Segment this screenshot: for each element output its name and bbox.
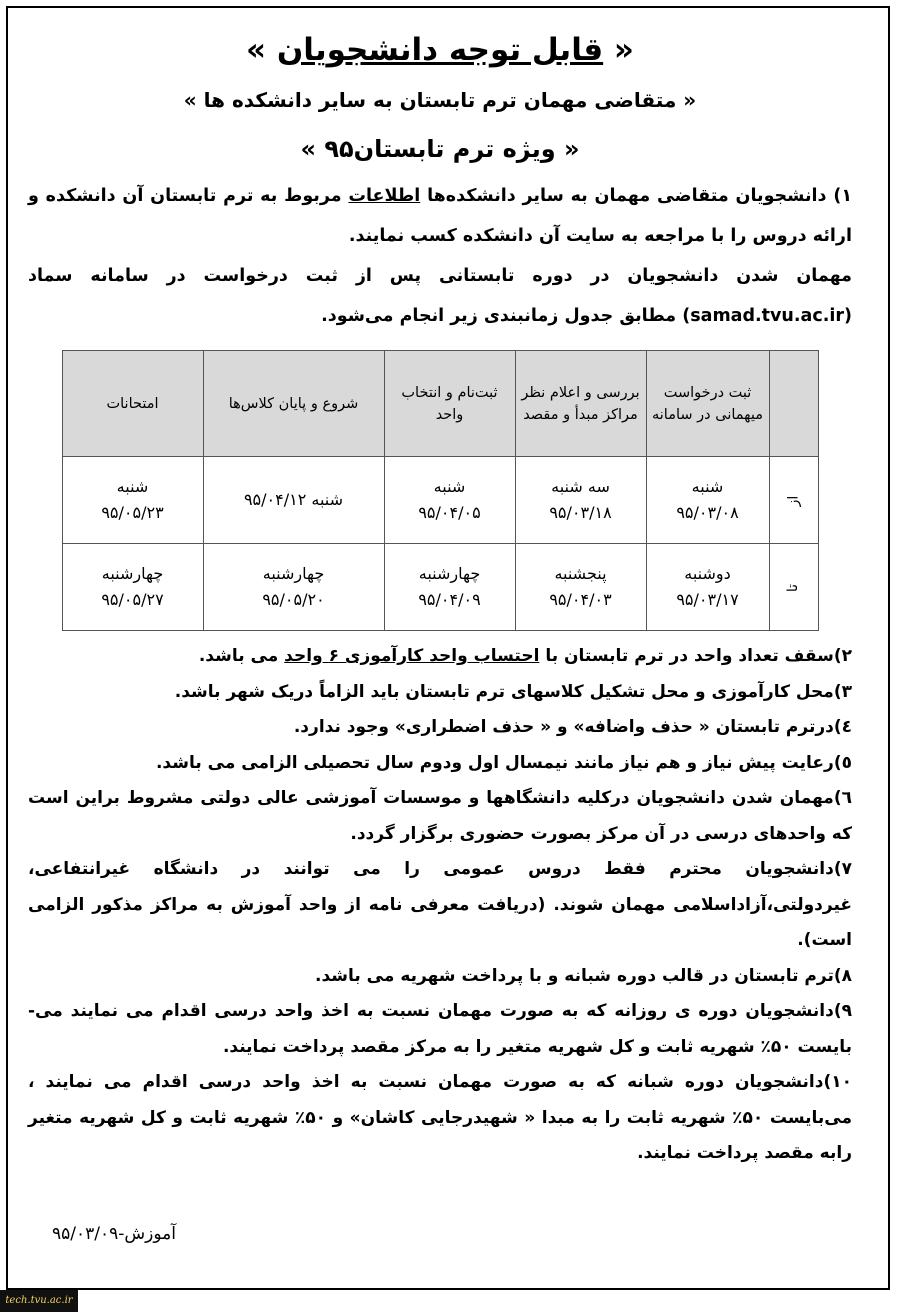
intro-paragraph-1: ۱) دانشجویان متقاضی مهمان به سایر دانشکده‌ها اطلاعات مربوط به ترم تابستان آن دانشکده و ارائه دروس را با مراجعه به سایت آن دانشکده کسب نمایند. (28, 186, 852, 246)
rule-5: ٥)رعایت پیش نیاز و هم نیاز مانند نیمسال اول ودوم سال تحصیلی الزامی می باشد. (155, 752, 852, 773)
page-title (28, 22, 852, 78)
table-header-row (62, 351, 818, 457)
table-cell: سه شنبه ۹۵/۰۳/۱۸ (515, 457, 646, 544)
col-header: شروع و پایان کلاس‌ها (203, 351, 384, 457)
title-quote-close: » (246, 32, 277, 68)
samad-url: (samad.tvu.ac.ir) (682, 306, 852, 326)
col-header: بررسی و اعلام نظر مراکز مبدأ و مقصد (515, 351, 646, 457)
rules-list (28, 639, 852, 1172)
table-row (62, 457, 818, 544)
row-label: تا (769, 544, 818, 631)
rule-7: ۷)دانشجویان محترم فقط دروس عمومی را می توانند در دانشگاه غیرانتفاعی، غیردولتی،آزاداسلامی مهمان شوند. (دریافت معرفی نامه از واحد آموزش به مراکز مذکور الزامی است). (28, 859, 852, 950)
rule-9: ۹)دانشجویان دوره ی روزانه که به صورت مهمان نسبت به اخذ واحد درسی اقدام می نمایند می- بایست ۵۰٪ شهریه ثابت و کل شهریه متغیر را به مرکز مقصد پرداخت نمایند. (28, 1001, 852, 1057)
subtitle: « متقاضی مهمان ترم تابستان به سایر دانشکده ها » (183, 88, 697, 112)
table-cell: شنبه ۹۵/۰۴/۰۵ (384, 457, 515, 544)
table-cell: چهارشنبه ۹۵/۰۴/۰۹ (384, 544, 515, 631)
schedule-table (62, 350, 819, 631)
col-header: ثبت‌نام و انتخاب واحد (384, 351, 515, 457)
col-header: امتحانات (62, 351, 203, 457)
table-row (62, 544, 818, 631)
rule-8: ۸)ترم تابستان در قالب دوره شبانه و با پرداخت شهریه می باشد. (314, 965, 852, 986)
intro-paragraph-2: مهمان شدن دانشجویان در دوره تابستانی پس از ثبت درخواست در سامانه سماد (samad.tvu.ac.ir) مطابق جدول زمانبندی زیر انجام می‌شود. (28, 266, 852, 326)
rule-3: ۳)محل کارآموزی و محل تشکیل کلاسهای ترم تابستان باید الزاماً دریک شهر باشد. (174, 681, 852, 702)
table-cell: شنبه ۹۵/۰۵/۲۳ (62, 457, 203, 544)
title-quote-open: « (603, 32, 634, 68)
table-corner (769, 351, 818, 457)
info-underlined: اطلاعات (348, 186, 421, 206)
title-text: قابل توجه دانشجویان (276, 32, 604, 68)
rule-10: ۱۰)دانشجویان دوره شبانه که به صورت مهمان نسبت به اخذ واحد درسی اقدام می نمایند ، می‌بایست ۵۰٪ شهریه ثابت را به مبدا « شهیدرجایی کاشان» و ۵۰٪ شهریه ثابت و کل شهریه متغیر رابه مقصد پرداخت نمایند. (28, 1072, 853, 1163)
intro (28, 176, 852, 336)
table-cell: چهارشنبه ۹۵/۰۵/۲۷ (62, 544, 203, 631)
footer-signature: آموزش-۹۵/۰۳/۰۹ (52, 1224, 176, 1244)
site-watermark-badge[interactable]: tech.tvu.ac.ir (0, 1290, 78, 1312)
table-cell: شنبه ۹۵/۰۴/۱۲ (203, 457, 384, 544)
rule-6: ٦)مهمان شدن دانشجویان درکلیه دانشگاهها و موسسات آموزشی عالی دولتی مشروط براین است که واحدهای درسی در آن مرکز بصورت حضوری برگزار گردد. (28, 788, 852, 844)
table-cell: شنبه ۹۵/۰۳/۰۸ (646, 457, 769, 544)
table-cell: دوشنبه ۹۵/۰۳/۱۷ (646, 544, 769, 631)
term-title: « ویژه ترم تابستان۹۵ » (300, 135, 580, 163)
table-cell: چهارشنبه ۹۵/۰۵/۲۰ (203, 544, 384, 631)
row-label: از (769, 457, 818, 544)
rule-4: ٤)درترم تابستان « حذف واضافه» و « حذف اضطراری» وجود ندارد. (293, 717, 852, 737)
col-header: ثبت درخواست میهمانی در سامانه (646, 351, 769, 457)
rule-2: ۲)سقف تعداد واحد در ترم تابستان با احتساب واحد کارآموزی ۶ واحد می باشد. (198, 646, 852, 666)
announcement (28, 22, 852, 1172)
table-cell: پنجشنبه ۹۵/۰۴/۰۳ (515, 544, 646, 631)
